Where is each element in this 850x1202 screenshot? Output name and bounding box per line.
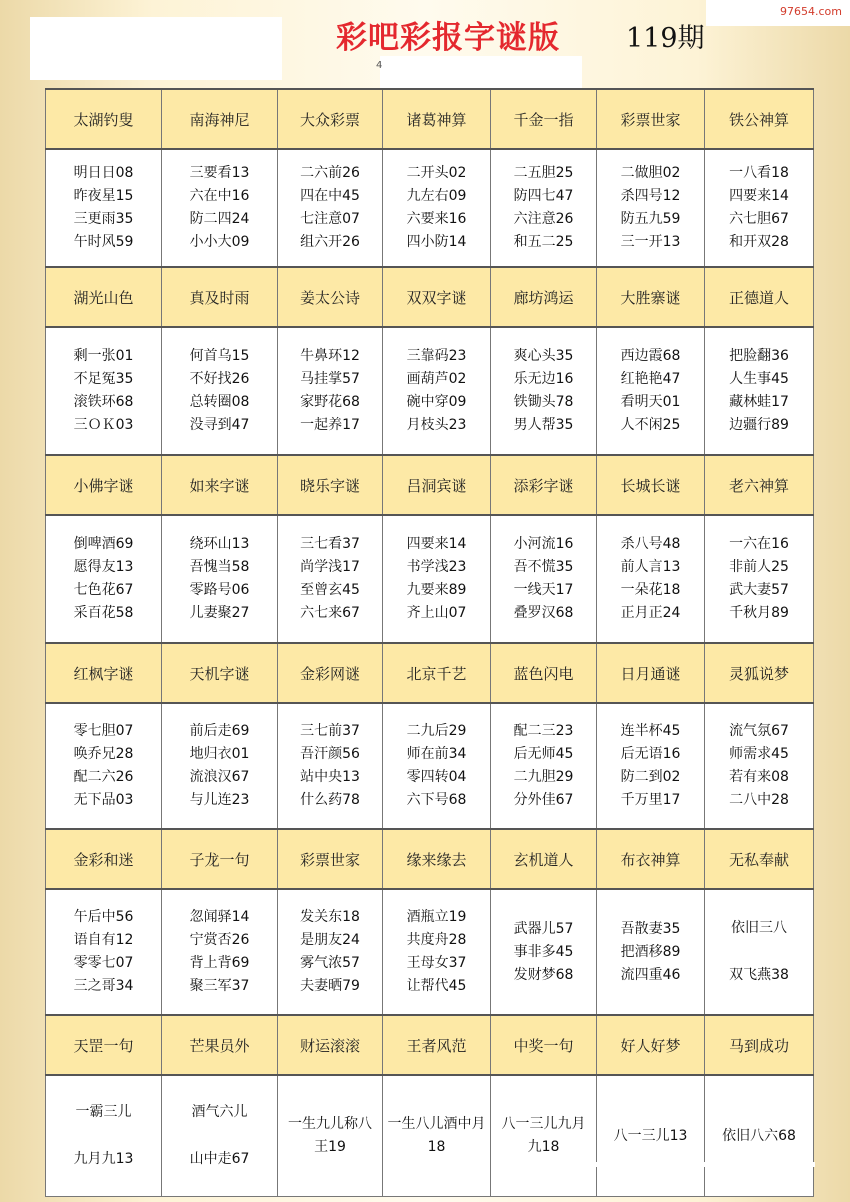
- riddle-cell: [491, 889, 597, 1015]
- riddle-line: 三靠码23: [406, 348, 467, 364]
- riddle-line: 雾气浓57: [300, 955, 360, 971]
- riddle-cell: [491, 515, 597, 643]
- column-header: 蓝色闪电: [491, 643, 597, 703]
- riddle-line: 三更雨35: [73, 211, 134, 227]
- column-header: 小佛字谜: [46, 455, 162, 515]
- riddle-line: 碗中穿09: [406, 394, 467, 410]
- riddle-line: 男人帮35: [513, 417, 574, 433]
- riddle-line: 酒气六儿: [191, 1104, 248, 1120]
- section-header-row: [46, 89, 814, 149]
- riddle-cell: [491, 703, 597, 829]
- riddle-cell: [162, 703, 278, 829]
- riddle-line: 八一三儿13: [613, 1127, 688, 1144]
- riddle-line: 三之哥34: [73, 978, 134, 994]
- riddle-cell: [162, 889, 278, 1015]
- riddle-line: 西边霞68: [620, 348, 681, 364]
- riddle-line: 连半杯45: [620, 723, 681, 739]
- riddle-line: 三七看37: [300, 536, 360, 552]
- riddle-line: 采百花58: [73, 605, 134, 621]
- column-header: 王者风范: [383, 1015, 491, 1075]
- riddle-line: 七色花67: [73, 582, 134, 598]
- riddle-line: 依旧三八: [731, 920, 787, 936]
- riddle-line: 把酒移89: [620, 943, 681, 960]
- riddle-line: 一起养17: [300, 417, 360, 433]
- riddle-grid: [45, 88, 814, 1197]
- riddle-line: 小河流16: [513, 536, 574, 552]
- blank-panel-left: [30, 17, 282, 80]
- bottom-blank-strip: [565, 1162, 815, 1167]
- riddle-line: 站中央13: [300, 769, 360, 785]
- riddle-line: 千秋月89: [729, 605, 789, 621]
- riddle-cell: [278, 889, 383, 1015]
- riddle-cell: [383, 327, 491, 455]
- riddle-line: 和五二25: [513, 234, 574, 250]
- riddle-line: 无下品03: [73, 792, 134, 808]
- riddle-cell: [491, 1075, 597, 1197]
- column-header: 老六神算: [705, 455, 814, 515]
- riddle-line: 吾散妻35: [620, 920, 681, 937]
- riddle-line: 防二到02: [620, 769, 681, 785]
- riddle-line: 流四重46: [620, 966, 681, 983]
- column-header: 玄机道人: [491, 829, 597, 889]
- riddle-line: 什么药78: [300, 792, 360, 808]
- riddle-line: 流浪汉67: [189, 769, 250, 785]
- column-header: 姜太公诗: [278, 267, 383, 327]
- riddle-line: 绕环山13: [189, 536, 250, 552]
- riddle-cell: [162, 327, 278, 455]
- riddle-line: 昨夜星15: [73, 188, 134, 204]
- riddle-cell: [705, 149, 814, 267]
- column-header: 天机字谜: [162, 643, 278, 703]
- riddle-line: 一生八儿酒中月18: [387, 1116, 486, 1155]
- site-watermark: 97654.com: [780, 5, 842, 18]
- column-header: 北京千艺: [383, 643, 491, 703]
- riddle-line: 九左右09: [406, 188, 467, 204]
- riddle-line: 牛鼻环12: [300, 348, 360, 364]
- riddle-cell: [162, 515, 278, 643]
- riddle-cell: [278, 327, 383, 455]
- riddle-line: 九月九13: [73, 1151, 134, 1167]
- column-header: 中奖一句: [491, 1015, 597, 1075]
- riddle-cell: [705, 1075, 814, 1197]
- riddle-line: 二五胆25: [513, 165, 574, 181]
- riddle-line: 四要来14: [729, 188, 789, 204]
- column-header: 大众彩票: [278, 89, 383, 149]
- column-header: 芒果员外: [162, 1015, 278, 1075]
- riddle-line: 明日日08: [73, 165, 134, 181]
- riddle-cell: [46, 889, 162, 1015]
- riddle-line: 防五九59: [620, 211, 681, 227]
- riddle-line: 总转圈08: [189, 394, 250, 410]
- riddle-cell: [705, 889, 814, 1015]
- column-header: 南海神尼: [162, 89, 278, 149]
- section-content-row: [46, 1075, 814, 1197]
- section-content-row: [46, 889, 814, 1015]
- column-header: 布衣神算: [597, 829, 705, 889]
- riddle-line: 正月正24: [620, 605, 681, 621]
- riddle-cell: [705, 327, 814, 455]
- riddle-cell: [383, 1075, 491, 1197]
- riddle-line: 后无师45: [513, 746, 574, 762]
- column-header: 真及时雨: [162, 267, 278, 327]
- riddle-cell: [383, 889, 491, 1015]
- column-header: 晓乐字谜: [278, 455, 383, 515]
- riddle-line: 武大妻57: [729, 582, 789, 598]
- riddle-line: 前后走69: [189, 723, 250, 739]
- riddle-cell: [46, 149, 162, 267]
- riddle-line: 滚铁环68: [73, 394, 134, 410]
- riddle-line: 是朋友24: [300, 932, 360, 948]
- riddle-line: 铁锄头78: [513, 394, 574, 410]
- section-content-row: [46, 515, 814, 643]
- riddle-line: 马挂掌57: [300, 371, 360, 387]
- column-header: 彩票世家: [278, 829, 383, 889]
- column-header: 子龙一句: [162, 829, 278, 889]
- section-header-row: [46, 829, 814, 889]
- blank-line: [162, 1124, 277, 1148]
- column-header: 财运滚滚: [278, 1015, 383, 1075]
- riddle-line: 三要看13: [189, 165, 250, 181]
- riddle-line: 前人言13: [620, 559, 681, 575]
- riddle-line: 千万里17: [620, 792, 681, 808]
- riddle-cell: [383, 515, 491, 643]
- riddle-line: 杀四号12: [620, 188, 681, 204]
- riddle-line: 边疆行89: [729, 417, 789, 433]
- riddle-cell: [597, 327, 705, 455]
- riddle-line: 若有来08: [729, 769, 789, 785]
- column-header: 如来字谜: [162, 455, 278, 515]
- riddle-line: 午后中56: [73, 909, 134, 925]
- column-header: 长城长谜: [597, 455, 705, 515]
- riddle-line: 分外佳67: [513, 792, 574, 808]
- riddle-line: 四小防14: [406, 234, 467, 250]
- riddle-line: 不好找26: [189, 371, 250, 387]
- riddle-line: 红艳艳47: [620, 371, 681, 387]
- riddle-cell: [383, 149, 491, 267]
- section-header-row: [46, 455, 814, 515]
- riddle-line: 倒啤酒69: [73, 536, 134, 552]
- riddle-line: 看明天01: [620, 394, 681, 410]
- riddle-line: 发关东18: [300, 909, 360, 925]
- riddle-line: 一八看18: [729, 165, 789, 181]
- section-content-row: [46, 149, 814, 267]
- column-header: 金彩网谜: [278, 643, 383, 703]
- column-header: 铁公神算: [705, 89, 814, 149]
- riddle-line: 酒瓶立19: [406, 909, 467, 925]
- riddle-line: 何首乌15: [189, 348, 250, 364]
- riddle-line: 流气氛67: [729, 723, 789, 739]
- column-header: 无私奉献: [705, 829, 814, 889]
- riddle-line: 配二六26: [73, 769, 134, 785]
- riddle-line: 组六开26: [300, 234, 360, 250]
- riddle-line: 让帮代45: [406, 978, 467, 994]
- riddle-cell: [597, 1075, 705, 1197]
- riddle-line: 家野花68: [300, 394, 360, 410]
- column-header: 灵狐说梦: [705, 643, 814, 703]
- riddle-line: 二九胆29: [513, 769, 574, 785]
- blank-line: [705, 940, 813, 964]
- riddle-line: 藏林蛙17: [729, 394, 789, 410]
- riddle-line: 非前人25: [729, 559, 789, 575]
- riddle-line: 吾汗颜56: [300, 746, 360, 762]
- riddle-line: 齐上山07: [406, 605, 467, 621]
- riddle-line: 剩一张01: [73, 348, 134, 364]
- column-header: 大胜寨谜: [597, 267, 705, 327]
- riddle-line: 零四转04: [406, 769, 467, 785]
- riddle-line: 四在中45: [300, 188, 360, 204]
- blank-line: [46, 1124, 161, 1148]
- riddle-line: 吾愧当58: [189, 559, 250, 575]
- riddle-line: 一六在16: [729, 536, 789, 552]
- riddle-line: 双飞燕38: [729, 967, 789, 983]
- riddle-line: 三一开13: [620, 234, 681, 250]
- riddle-line: 月枝头23: [406, 417, 467, 433]
- riddle-cell: [597, 515, 705, 643]
- riddle-line: 把脸翻36: [729, 348, 789, 364]
- riddle-line: 二开头02: [406, 165, 467, 181]
- column-header: 日月通谜: [597, 643, 705, 703]
- riddle-cell: [278, 515, 383, 643]
- riddle-line: 不足冤35: [73, 371, 134, 387]
- riddle-line: 防二四24: [189, 211, 250, 227]
- riddle-cell: [597, 889, 705, 1015]
- column-header: 正德道人: [705, 267, 814, 327]
- page-header: [0, 0, 850, 85]
- riddle-cell: [597, 703, 705, 829]
- riddle-line: 背上背69: [189, 955, 250, 971]
- riddle-line: 三ＯＫ03: [73, 417, 134, 433]
- riddle-line: 聚三军37: [189, 978, 250, 994]
- riddle-line: 杀八号48: [620, 536, 681, 552]
- riddle-line: 零零七07: [73, 955, 134, 971]
- column-header: 马到成功: [705, 1015, 814, 1075]
- riddle-line: 小小大09: [189, 234, 250, 250]
- riddle-cell: [383, 703, 491, 829]
- riddle-line: 一朵花18: [620, 582, 681, 598]
- riddle-line: 叠罗汉68: [513, 605, 574, 621]
- riddle-cell: [46, 327, 162, 455]
- column-header: 红枫字谜: [46, 643, 162, 703]
- riddle-line: 宁赏否26: [189, 932, 250, 948]
- column-header: 廊坊鸿运: [491, 267, 597, 327]
- column-header: 天罡一句: [46, 1015, 162, 1075]
- riddle-line: 二八中28: [729, 792, 789, 808]
- riddle-line: 书学浅23: [406, 559, 467, 575]
- riddle-line: 尚学浅17: [300, 559, 360, 575]
- column-header: 好人好梦: [597, 1015, 705, 1075]
- column-header: 湖光山色: [46, 267, 162, 327]
- page-title: 彩吧彩报字谜版: [336, 20, 560, 56]
- column-header: 吕洞宾谜: [383, 455, 491, 515]
- riddle-line: 人不闲25: [620, 417, 681, 433]
- riddle-line: 二做胆02: [620, 165, 681, 181]
- riddle-cell: [162, 149, 278, 267]
- riddle-line: 语自有12: [73, 932, 134, 948]
- riddle-line: 后无语16: [620, 746, 681, 762]
- riddle-line: 夫妻晒79: [300, 978, 360, 994]
- riddle-line: 六七胆67: [729, 211, 789, 227]
- riddle-line: 武器儿57: [513, 920, 574, 937]
- riddle-cell: [46, 703, 162, 829]
- column-header: 太湖钓叟: [46, 89, 162, 149]
- small-mark: 4: [376, 60, 383, 71]
- riddle-line: 地归衣01: [189, 746, 250, 762]
- riddle-line: 六要来16: [406, 211, 467, 227]
- riddle-line: 零路号06: [189, 582, 250, 598]
- riddle-line: 一生九儿称八王19: [288, 1116, 372, 1155]
- riddle-line: 愿得友13: [73, 559, 134, 575]
- riddle-line: 画葫芦02: [406, 371, 467, 387]
- riddle-line: 王母女37: [406, 955, 467, 971]
- riddle-cell: [278, 1075, 383, 1197]
- riddle-cell: [278, 703, 383, 829]
- riddle-line: 师在前34: [406, 746, 467, 762]
- riddle-line: 至曾玄45: [300, 582, 360, 598]
- riddle-cell: [705, 515, 814, 643]
- issue-number: 119期: [626, 23, 705, 54]
- riddle-line: 防四七47: [513, 188, 574, 204]
- riddle-line: 事非多45: [513, 943, 574, 960]
- riddle-line: 六注意26: [513, 211, 574, 227]
- riddle-line: 与儿连23: [189, 792, 250, 808]
- riddle-line: 配二三23: [513, 723, 574, 739]
- riddle-line: 三七前37: [300, 723, 360, 739]
- riddle-cell: [278, 149, 383, 267]
- riddle-line: 唤乔兄28: [73, 746, 134, 762]
- riddle-cell: [46, 1075, 162, 1197]
- riddle-line: 忽闻驿14: [189, 909, 250, 925]
- riddle-line: 人生事45: [729, 371, 789, 387]
- riddle-line: 发财梦68: [513, 966, 574, 983]
- riddle-line: 七注意07: [300, 211, 360, 227]
- column-header: 彩票世家: [597, 89, 705, 149]
- riddle-cell: [705, 703, 814, 829]
- column-header: 诸葛神算: [383, 89, 491, 149]
- section-header-row: [46, 643, 814, 703]
- blank-panel-center: [380, 56, 582, 88]
- riddle-line: 和开双28: [729, 234, 789, 250]
- section-content-row: [46, 327, 814, 455]
- column-header: 缘来缘去: [383, 829, 491, 889]
- riddle-cell: [491, 327, 597, 455]
- riddle-line: 九要来89: [406, 582, 467, 598]
- riddle-line: 乐无边16: [513, 371, 574, 387]
- column-header: 添彩字谜: [491, 455, 597, 515]
- riddle-line: 依旧八六68: [722, 1127, 796, 1144]
- section-header-row: [46, 267, 814, 327]
- riddle-line: 四要来14: [406, 536, 467, 552]
- riddle-line: 零七胆07: [73, 723, 134, 739]
- riddle-line: 六在中16: [189, 188, 250, 204]
- riddle-line: 二九后29: [406, 723, 467, 739]
- riddle-cell: [162, 1075, 278, 1197]
- section-content-row: [46, 703, 814, 829]
- riddle-line: 儿妻聚27: [189, 605, 250, 621]
- column-header: 双双字谜: [383, 267, 491, 327]
- riddle-line: 午时风59: [73, 234, 134, 250]
- riddle-line: 爽心头35: [513, 348, 574, 364]
- riddle-line: 共度舟28: [406, 932, 467, 948]
- riddle-line: 一线天17: [513, 582, 574, 598]
- riddle-line: 师需求45: [729, 746, 789, 762]
- column-header: 金彩和迷: [46, 829, 162, 889]
- riddle-line: 六七来67: [300, 605, 360, 621]
- riddle-line: 没寻到47: [189, 417, 250, 433]
- riddle-line: 八一三儿九月九18: [501, 1116, 586, 1155]
- riddle-line: 一霸三儿: [75, 1104, 132, 1120]
- riddle-line: 六下号68: [406, 792, 467, 808]
- section-header-row: [46, 1015, 814, 1075]
- riddle-cell: [491, 149, 597, 267]
- riddle-cell: [46, 515, 162, 643]
- riddle-cell: [597, 149, 705, 267]
- riddle-line: 吾不慌35: [513, 559, 574, 575]
- column-header: 千金一指: [491, 89, 597, 149]
- riddle-line: 山中走67: [189, 1151, 250, 1167]
- riddle-line: 二六前26: [300, 165, 360, 181]
